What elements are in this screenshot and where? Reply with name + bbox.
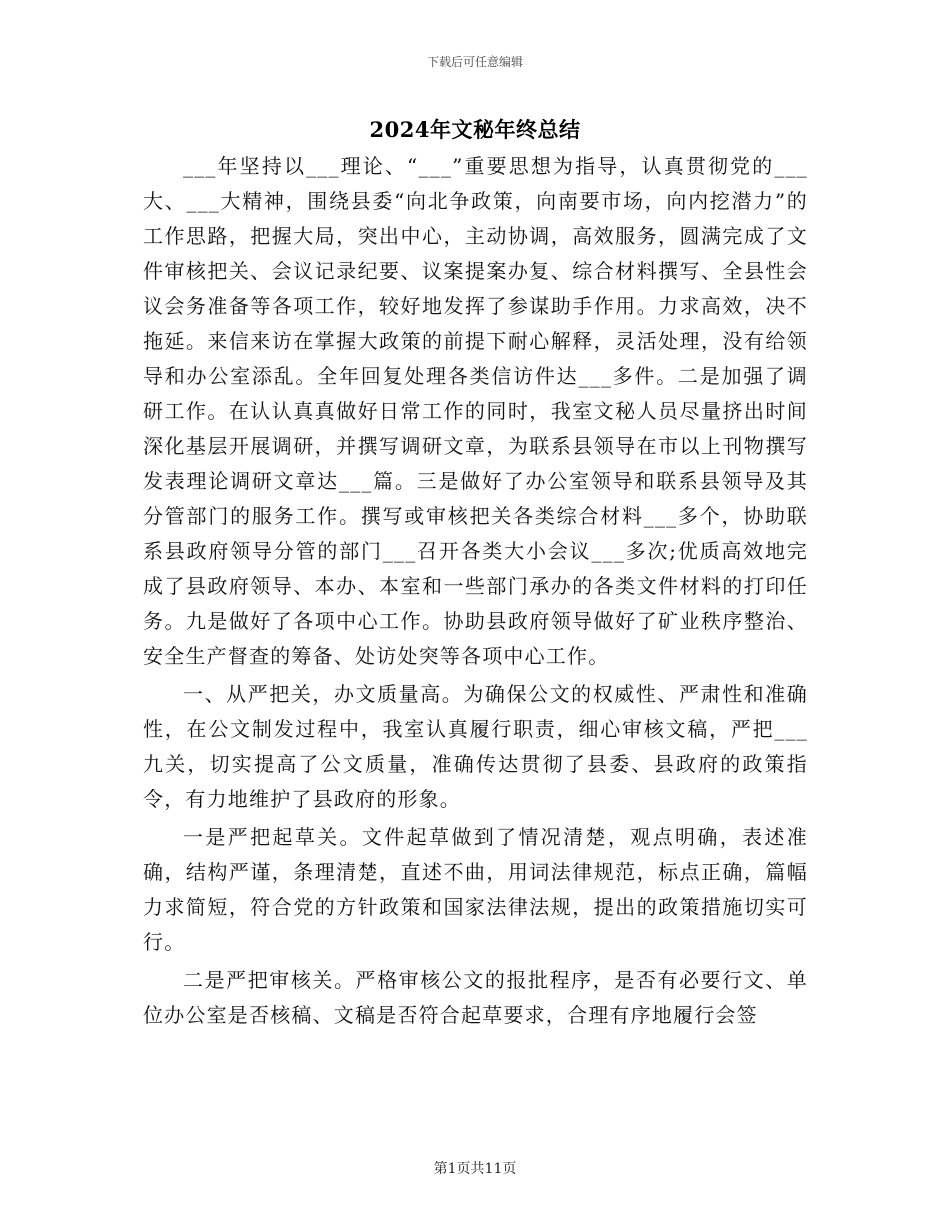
page-number: 第1页共11页 [433,1161,517,1177]
page-header-note: 下载后可任意编辑 [426,55,523,69]
body-paragraph-3: 一是严把起草关。文件起草做到了情况清楚，观点明确，表述准确，结构严谨，条理清楚，直述不曲，用词法律规范，标点正确，篇幅力求简短，符合党的方针政策和国家法律法规，提出的政策措施切实可行。 [143,825,808,954]
body-paragraph-2: 一、从严把关，办文质量高。为确保公文的权威性、严肃性和准确性，在公文制发过程中，我室认真履行职责，细心审核文稿，严把___九关，切实提高了公文质量，准确传达贯彻了县委、县政府的政策指令，有力地维护了县政府的形象。 [143,682,808,811]
body-paragraph-4: 二是严把审核关。严格审核公文的报批程序，是否有必要行文、单位办公室是否核稿、文稿是否符合起草要求，合理有序地履行会签 [143,968,808,1027]
document-title: 2024年文秘年终总结 [369,117,581,142]
document-body [143,149,808,1033]
body-paragraph-1: ___年坚持以___理论、“___”重要思想为指导，认真贯彻党的___大、___大精神，围绕县委“向北争政策，向南要市场，向内挖潜力”的工作思路，把握大局，突出中心，主动协调，高效服务，圆满完成了文件审核把关、会议记录纪要、议案提案办复、综合材料撰写、全县性会议会务准备等各项工作，较好地发挥了参谋助手作用。力求高效，决不拖延。来信来访在掌握大政策的前提下耐心解释，灵活处理，没有给领导和办公室添乱。全年回复处理各类信访件达___多件。二是加强了调研工作。在认认真真做好日常工作的同时，我室文秘人员尽量挤出时间深化基层开展调研，并撰写调研文章，为联系县领导在市以上刊物撰写发表理论调研文章达___篇。三是做好了办公室领导和联系县领导及其分管部门的服务工作。撰写或审核把关各类综合材料___多个，协助联系县政府领导分管的部门___召开各类大小会议___多次;优质高效地完成了县政府领导、本办、本室和一些部门承办的各类文件材料的打印任务。九是做好了各项中心工作。协助县政府领导做好了矿业秩序整治、安全生产督查的筹备、处访处突等各项中心工作。 [143,154,808,668]
